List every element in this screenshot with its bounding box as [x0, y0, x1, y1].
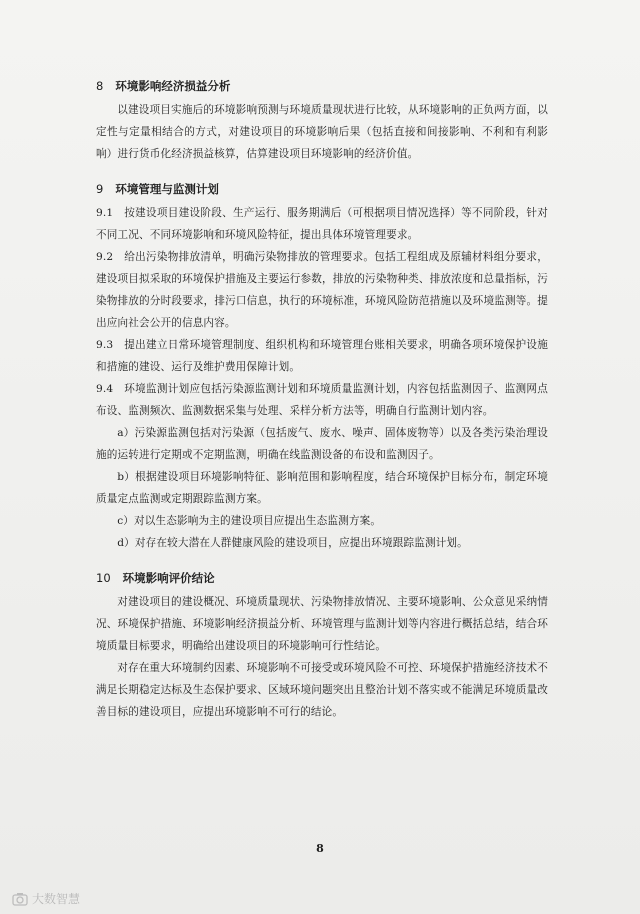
- paragraph: 9.2 给出污染物排放清单，明确污染物排放的管理要求。包括工程组成及原辅材料组分要求，建设项目拟采取的环境保护措施及主要运行参数，排放的污染物种类、排放浓度和总量指标，污染物排放的分时段要求，排污口信息，执行的环境标准，环境风险防范措施以及环境监测等。提出应向社会公开的信息内容。: [96, 251, 548, 329]
- section-number: 9: [96, 182, 104, 196]
- paragraph: 9.4 环境监测计划应包括污染源监测计划和环境质量监测计划，内容包括监测因子、监测网点布设、监测频次、监测数据采集与处理、采样分析方法等，明确自行监测计划内容。: [96, 383, 548, 417]
- section-heading: [96, 76, 548, 96]
- section-heading: [96, 568, 548, 588]
- paragraph: 以建设项目实施后的环境影响预测与环境质量现状进行比较，从环境影响的正负两方面，以定性与定量相结合的方式，对建设项目的环境影响后果（包括直接和间接影响、不利和有利影响）进行货币化经济损益核算，估算建设项目环境影响的经济价值。: [96, 104, 548, 160]
- section-title: 环境影响经济损益分析: [115, 79, 231, 93]
- list-item: c）对以生态影响为主的建设项目应提出生态监测方案。: [117, 515, 382, 527]
- paragraph: 9.1 按建设项目建设阶段、生产运行、服务期满后（可根据项目情况选择）等不同阶段，针对不同工况、不同环境影响和环境风险特征，提出具体环境管理要求。: [96, 207, 548, 241]
- camera-logo-icon: [12, 892, 28, 906]
- section-spacer: [96, 554, 548, 568]
- section-title: 环境影响评价结论: [122, 571, 215, 585]
- paragraph: 对存在重大环境制约因素、环境影响不可接受或环境风险不可控、环境保护措施经济技术不满足长期稳定达标及生态保护要求、区域环境问题突出且整治计划不落实或不能满足环境质量改善目标的建设项目，应提出环境影响不可行的结论。: [96, 662, 548, 718]
- watermark-text: 大数智慧: [32, 892, 81, 906]
- section-number: 8: [96, 79, 104, 93]
- section-spacer: [96, 165, 548, 179]
- paragraph: 9.3 提出建立日常环境管理制度、组织机构和环境管理台账相关要求，明确各项环境保护设施和措施的建设、运行及维护费用保障计划。: [96, 339, 548, 373]
- section-number: 10: [96, 571, 111, 585]
- section-heading: [96, 179, 548, 199]
- list-item: d）对存在较大潜在人群健康风险的建设项目，应提出环境跟踪监测计划。: [117, 537, 468, 549]
- list-item: b）根据建设项目环境影响特征、影响范围和影响程度，结合环境保护目标分布，制定环境质量定点监测或定期跟踪监测方案。: [96, 471, 548, 505]
- page-number: 8: [316, 842, 324, 855]
- document-body: [96, 76, 548, 723]
- list-item: a）污染源监测包括对污染源（包括废气、废水、噪声、固体废物等）以及各类污染治理设施的运转进行定期或不定期监测，明确在线监测设备的布设和监测因子。: [96, 427, 548, 461]
- paragraph: 对建设项目的建设概况、环境质量现状、污染物排放情况、主要环境影响、公众意见采纳情况、环境保护措施、环境影响经济损益分析、环境管理与监测计划等内容进行概括总结，结合环境质量目标要求，明确给出建设项目的环境影响可行性结论。: [96, 596, 548, 652]
- section-title: 环境管理与监测计划: [115, 182, 219, 196]
- watermark: [12, 890, 80, 907]
